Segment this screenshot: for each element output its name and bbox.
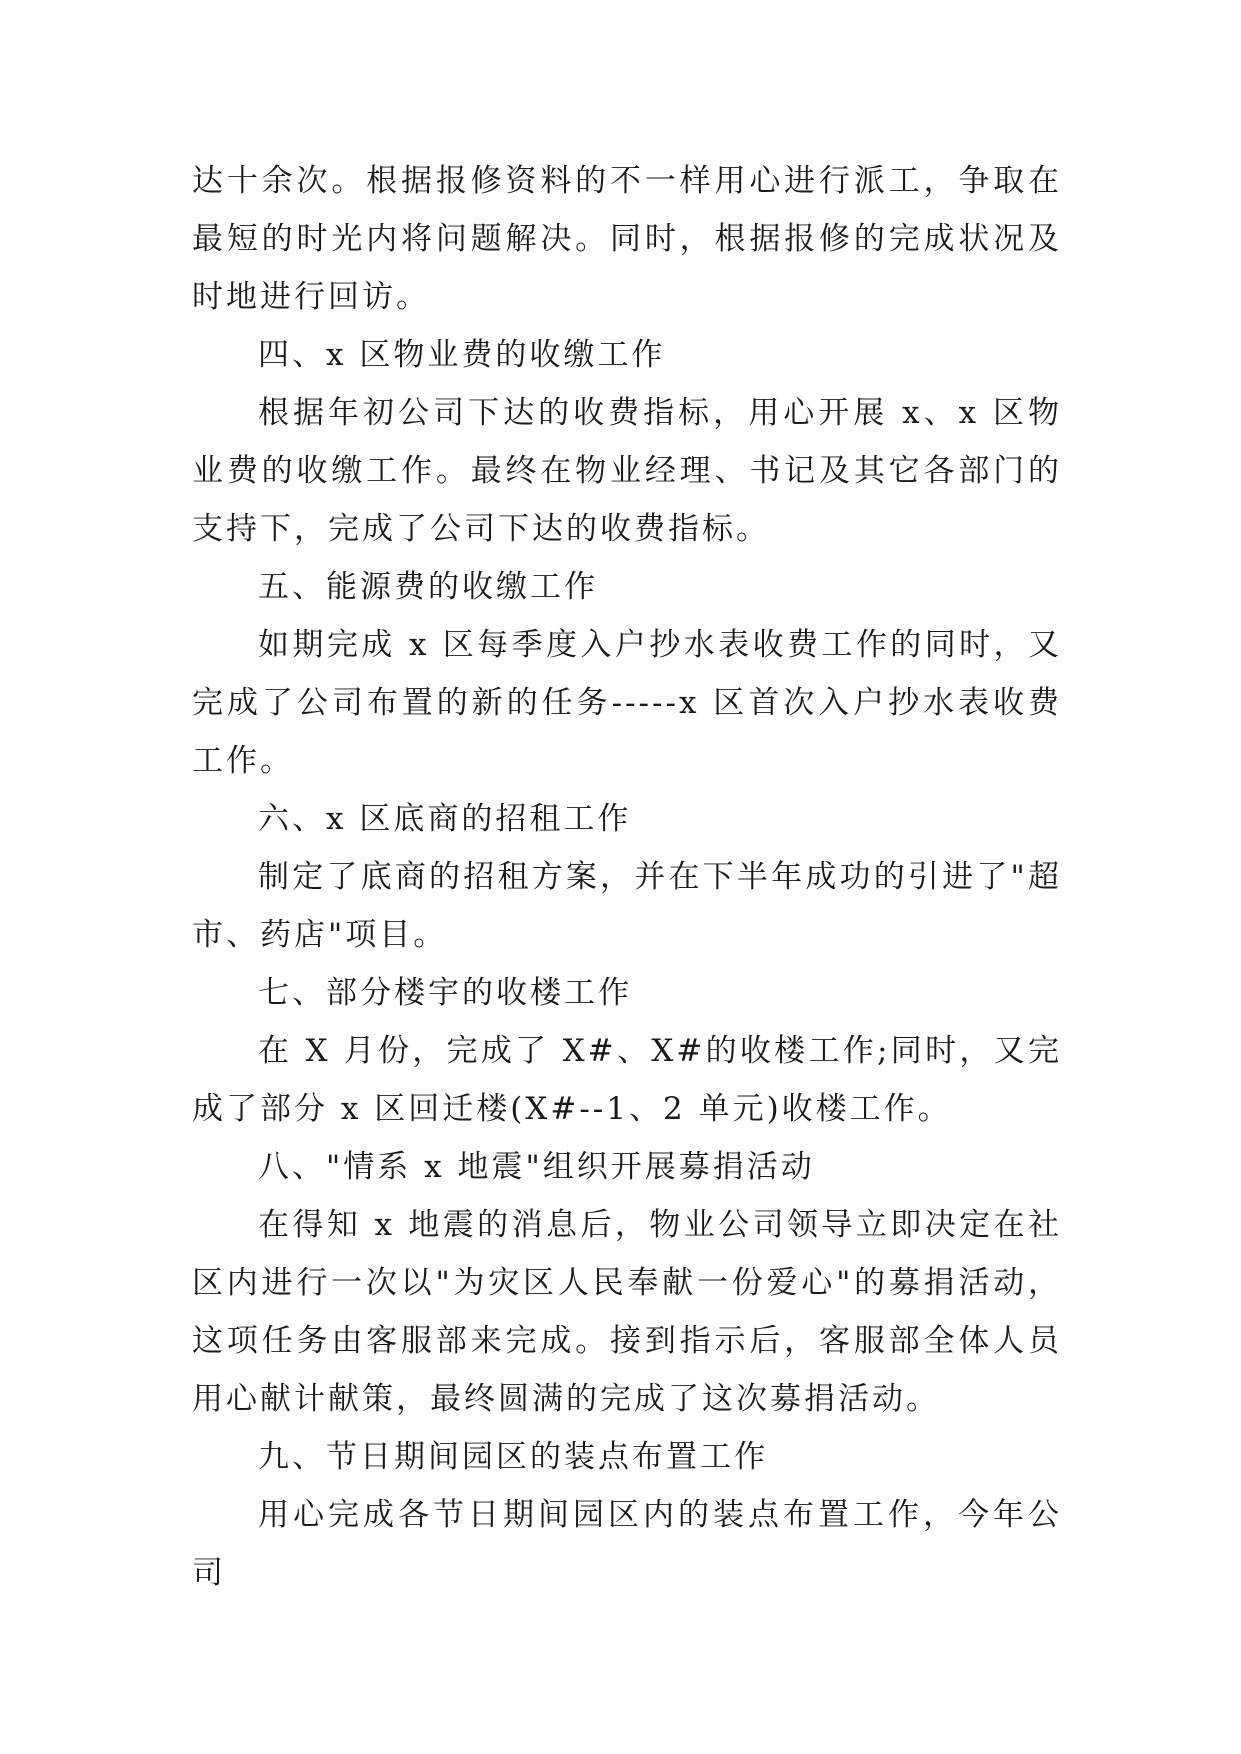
section-heading-7: 七、部分楼宇的收楼工作 xyxy=(258,975,632,1011)
section-heading-9: 九、节日期间园区的装点布置工作 xyxy=(258,1439,768,1475)
paragraph-section-4: 根据年初公司下达的收费指标，用心开展 x、x 区物业费的收缴工作。最终在物业经理、书记及其它各部门的支持下，完成了公司下达的收费指标。 xyxy=(192,395,1062,547)
section-heading-5: 五、能源费的收缴工作 xyxy=(258,569,598,605)
document-body xyxy=(192,152,1062,1602)
paragraph-section-8: 在得知 x 地震的消息后，物业公司领导立即决定在社区内进行一次以"为灾区人民奉献一份爱心"的募捐活动，这项任务由客服部来完成。接到指示后，客服部全体人员用心献计献策，最终圆满的完成了这次募捐活动。 xyxy=(192,1207,1062,1417)
section-heading-4: 四、x 区物业费的收缴工作 xyxy=(258,337,666,373)
paragraph-section-5: 如期完成 x 区每季度入户抄水表收费工作的同时，又完成了公司布置的新的任务-----x 区首次入户抄水表收费工作。 xyxy=(192,627,1062,779)
section-heading-8: 八、"情系 x 地震"组织开展募捐活动 xyxy=(258,1149,815,1185)
paragraph-section-6: 制定了底商的招租方案，并在下半年成功的引进了"超市、药店"项目。 xyxy=(192,859,1062,953)
paragraph-section-9: 用心完成各节日期间园区内的装点布置工作，今年公司 xyxy=(192,1497,1062,1591)
paragraph-continued: 达十余次。根据报修资料的不一样用心进行派工，争取在最短的时光内将问题解决。同时，根据报修的完成状况及时地进行回访。 xyxy=(192,163,1062,315)
section-heading-6: 六、x 区底商的招租工作 xyxy=(258,801,632,837)
paragraph-section-7: 在 X 月份，完成了 X#、X#的收楼工作;同时，又完成了部分 x 区回迁楼(X#--1、2 单元)收楼工作。 xyxy=(192,1033,1062,1127)
